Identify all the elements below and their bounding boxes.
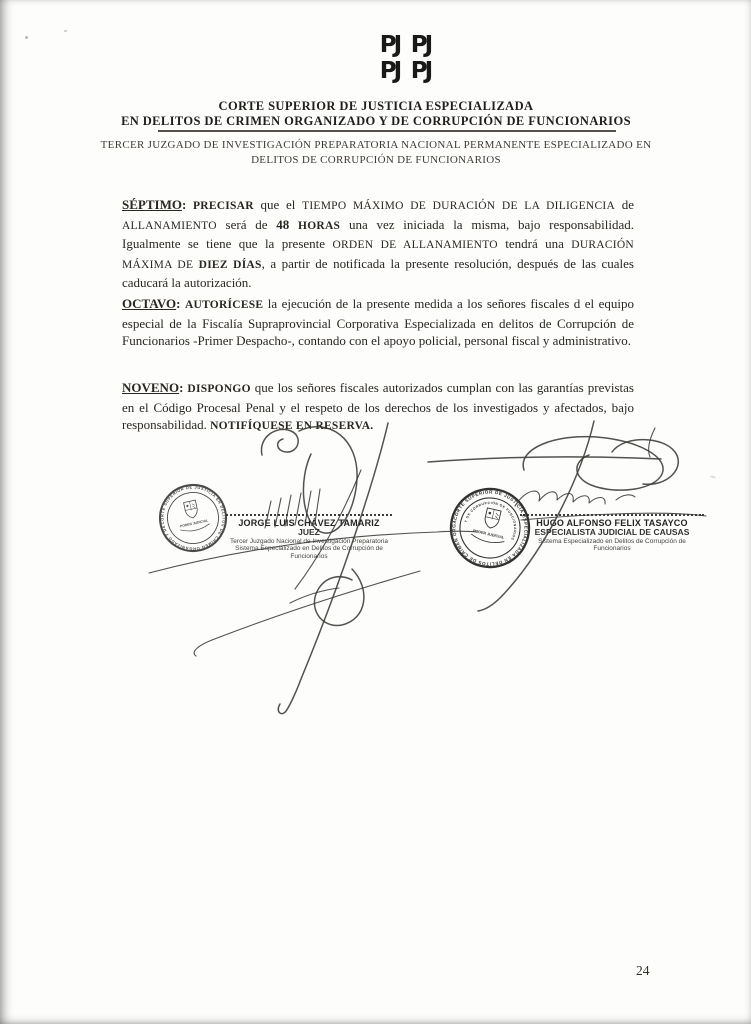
text-run: DIEZ DÍAS: [198, 258, 262, 271]
pj-monogram: PJ: [410, 58, 431, 84]
text-run: SÉPTIMO: [122, 197, 182, 212]
scan-speck: [64, 30, 67, 32]
text-run: de: [615, 197, 634, 212]
header-divider: [158, 130, 616, 132]
paragraph-octavo: [122, 295, 634, 350]
text-run: :: [176, 296, 185, 311]
text-run: ALLANAMIENTO: [122, 219, 217, 232]
text-run: AUTORÍCESE: [184, 299, 264, 311]
signature-dotted-line: [520, 514, 704, 516]
scan-speck: [710, 475, 716, 479]
scan-speck: [25, 36, 28, 39]
text-run: que el: [253, 197, 303, 212]
signature-block-judge: [226, 514, 392, 560]
text-run: tendrá una: [497, 236, 572, 251]
text-run: OCTAVO: [122, 296, 177, 311]
text-run: una vez iniciada la misma, bajo responsabilidad. Igualmente se tiene que la presente: [122, 216, 634, 251]
clerk-name: HUGO ALFONSO FELIX TASAYCO: [536, 518, 688, 528]
text-run: NOTIFÍQUESE EN RESERVA.: [210, 420, 374, 432]
court-title-line2: EN DELITOS DE CRIMEN ORGANIZADO Y DE CORRUPCIÓN DE FUNCIONARIOS: [121, 114, 631, 128]
paragraph-noveno: [122, 379, 634, 436]
seal-center-text: PODER JUDICIAL: [472, 528, 505, 540]
poder-judicial-logo-icon: [374, 33, 436, 85]
pj-monogram: PJ: [379, 58, 400, 84]
court-header: [66, 99, 686, 129]
coat-of-arms-icon: [470, 506, 511, 546]
judge-name: JORGE LUIS CHÁVEZ TAMARIZ: [238, 518, 380, 528]
text-run: NOVENO: [122, 380, 180, 395]
text-run: será de: [216, 216, 277, 232]
coat-of-arms-icon: [175, 498, 210, 533]
text-run: , a partir de notificada la presente resolución, después de las cuales caducará la autorización.: [122, 255, 634, 290]
seal-rim-text: CORTE SUPERIOR DE JUSTICIA ESPECIALIZADA EN DELITOS DE CRIMEN ORGANIZADO: [451, 489, 529, 567]
text-run: TIEMPO MÁXIMO DE DURACIÓN DE LA DILIGENCIA: [302, 200, 616, 212]
text-run: que los señores fiscales autorizados cumplan con las garantías previstas en el Código Procesal Penal y el respeto de los derechos de los investigados y afectados, bajo responsabilidad.: [122, 380, 634, 432]
seal-rim-text: CORTE SUPERIOR DE JUSTICIA EN DELITOS DE CRIMEN ORGANIZADO Y DE CORRUPCIÓN: [159, 484, 227, 552]
clerk-title: ESPECIALISTA JUDICIAL DE CAUSAS: [534, 527, 690, 537]
subheader-line1: TERCER JUZGADO DE INVESTIGACIÓN PREPARATORIA NACIONAL PERMANENTE ESPECIALIZADO EN: [100, 139, 652, 151]
clerk-court-line1: Sistema Especializado en Delitos de Corrupción de Funcionarios: [538, 537, 686, 552]
text-run: la ejecución de la presente medida a los señores fiscales d el equipo especial de la Fiscalía Supraprovincial Corporativa Especializada en delitos de Corrupción de Funcionarios -Primer Despacho-, contando con el apoyo policial, personal fiscal y administrativo.: [122, 296, 634, 348]
court-subheader: [66, 138, 686, 167]
text-run: ORDEN DE ALLANAMIENTO: [332, 239, 498, 251]
judge-court-line2: Sistema Especializado en Delitos de Corrupción de Funcionarios: [235, 545, 383, 560]
court-title-line1: CORTE SUPERIOR DE JUSTICIA ESPECIALIZADA: [218, 99, 534, 113]
judge-title: JUEZ: [298, 527, 320, 537]
paragraph-septimo: [122, 196, 634, 292]
court-seal-left: [153, 478, 233, 558]
text-run: DURACIÓN MÁXIMA DE: [122, 239, 634, 271]
text-run: :: [181, 197, 193, 212]
pj-monogram: PJ: [410, 32, 431, 58]
text-run: DISPONGO: [187, 383, 251, 395]
judge-court-line1: Tercer Juzgado Nacional de Investigación Preparatoria: [230, 537, 388, 545]
seal-rim-text2: Y DE CORRUPCIÓN DE FUNCIONARIOS: [463, 500, 518, 542]
seal-center-text: PODER JUDICIAL: [179, 518, 209, 529]
signature-block-clerk: [520, 514, 704, 553]
text-run: 48: [276, 216, 299, 232]
page-number: 24: [636, 963, 650, 978]
signature-dotted-line: [226, 514, 392, 516]
pj-monogram: PJ: [379, 32, 400, 58]
text-run: :: [179, 380, 188, 395]
text-run: PRECISAR: [193, 200, 254, 212]
signature-scribble-judge: [149, 423, 477, 714]
text-run: HORAS: [298, 219, 341, 232]
subheader-line2: DELITOS DE CORRUPCIÓN DE FUNCIONARIOS: [251, 153, 501, 166]
